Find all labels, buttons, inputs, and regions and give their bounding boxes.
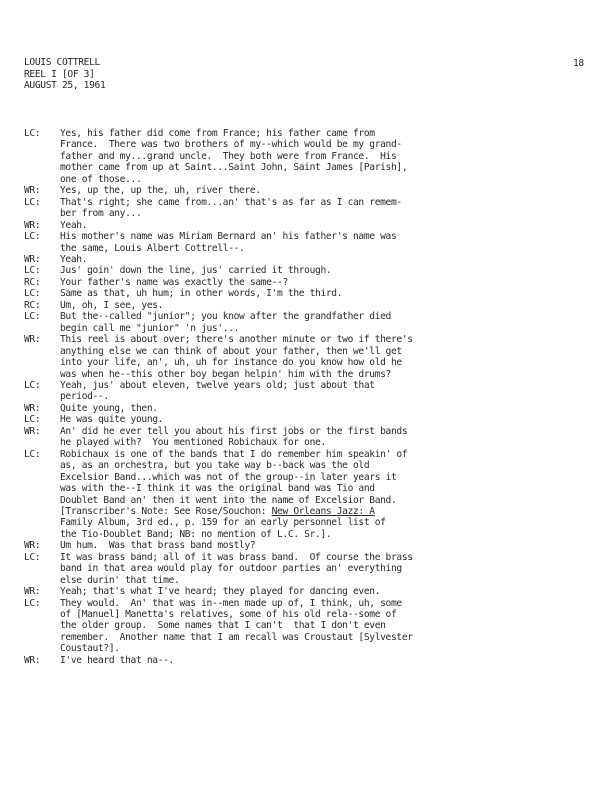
dialogue-line xyxy=(60,643,584,654)
header-reel: REEL I [OF 3] xyxy=(24,68,95,80)
dialogue-text: band in that area would play for outdoor parties an' everything xyxy=(60,563,402,575)
dialogue-text: as, as an orchestra, but you take way b--back was the old xyxy=(60,460,370,472)
dialogue-line xyxy=(60,460,584,471)
dialogue-line xyxy=(60,563,584,574)
dialogue-line xyxy=(60,506,584,517)
dialogue-text: This reel is about over; there's another minute or two if there's xyxy=(60,334,413,346)
transcript-entry xyxy=(24,311,584,334)
dialogue-text: else durin' that time. xyxy=(60,574,180,586)
transcript-entry xyxy=(24,655,584,666)
dialogue-line xyxy=(60,575,584,586)
dialogue-line xyxy=(60,185,584,196)
dialogue-text: one of those... xyxy=(60,173,142,185)
dialogue-text: It was brass band; all of it was brass band. Of course the brass xyxy=(60,551,413,563)
dialogue-text: father and my...grand uncle. They both were from France. His xyxy=(60,150,397,162)
dialogue-line xyxy=(60,403,584,414)
dialogue-line xyxy=(60,151,584,162)
speaker-label: WR: xyxy=(24,586,41,598)
dialogue-line xyxy=(60,369,584,380)
dialogue-line xyxy=(60,128,584,139)
dialogue-line xyxy=(60,323,584,334)
dialogue-line xyxy=(60,334,584,345)
transcript-entry xyxy=(24,185,584,196)
dialogue-text: he played with? You mentioned Robichaux for one. xyxy=(60,437,326,449)
transcript-entry xyxy=(24,334,584,380)
dialogue-text: period--. xyxy=(60,391,109,403)
dialogue-text: Yes, his father did come from France; his father came from xyxy=(60,128,375,139)
dialogue-text: of [Manuel] Manetta's relatives, some of his old rela--some of xyxy=(60,609,397,621)
speaker-label: LC: xyxy=(24,196,41,208)
speaker-label: LC: xyxy=(24,551,41,563)
dialogue-line xyxy=(60,265,584,276)
speaker-label: LC: xyxy=(24,128,41,139)
transcript-entry xyxy=(24,197,584,220)
dialogue-text: Yeah; that's what I've heard; they played for dancing even. xyxy=(60,586,381,598)
dialogue-line xyxy=(60,300,584,311)
transcript-entry xyxy=(24,380,584,403)
dialogue-line xyxy=(60,277,584,288)
dialogue-text: Robichaux is one of the bands that I do remember him speakin' of xyxy=(60,448,408,460)
dialogue-text: Jus' goin' down the line, jus' carried it through. xyxy=(60,265,332,277)
dialogue-line xyxy=(60,380,584,391)
dialogue-text: remember. Another name that I am recall was Croustaut [Sylvester xyxy=(60,631,413,643)
dialogue-line xyxy=(60,609,584,620)
speaker-label: WR: xyxy=(24,654,41,666)
dialogue-text: Yeah. xyxy=(60,219,88,231)
dialogue-text: France. There was two brothers of my--which would be my grand- xyxy=(60,139,402,151)
speaker-label: WR: xyxy=(24,425,41,437)
speaker-label: RC: xyxy=(24,276,41,288)
transcript-entry xyxy=(24,128,584,185)
dialogue-line xyxy=(60,517,584,528)
speaker-label: LC: xyxy=(24,379,41,391)
dialogue-text: His mother's name was Miriam Bernard an' his father's name was xyxy=(60,231,397,243)
dialogue-line xyxy=(60,483,584,494)
dialogue-text: Same as that, uh hum; in other words, I'm the third. xyxy=(60,288,343,300)
dialogue-line xyxy=(60,552,584,563)
dialogue-line xyxy=(60,220,584,231)
dialogue-line xyxy=(60,620,584,631)
transcript-entry xyxy=(24,254,584,265)
dialogue-text: was with the--I think it was the original band was Tio and xyxy=(60,483,375,495)
speaker-label: WR: xyxy=(24,185,41,197)
dialogue-line xyxy=(60,472,584,483)
speaker-label: LC: xyxy=(24,288,41,300)
dialogue-text: Yeah. xyxy=(60,253,88,265)
dialogue-text: was when he--this other boy began helpin' him with the drums? xyxy=(60,368,391,380)
dialogue-line xyxy=(60,655,584,666)
dialogue-text: Family Album, 3rd ed., p. 159 for an early personnel list of xyxy=(60,517,386,529)
speaker-label: LC: xyxy=(24,597,41,609)
speaker-label: WR: xyxy=(24,540,41,552)
speaker-label: LC: xyxy=(24,265,41,277)
dialogue-text: Your father's name was exactly the same--? xyxy=(60,276,288,288)
dialogue-line xyxy=(60,529,584,540)
dialogue-text: Coustaut?]. xyxy=(60,643,120,655)
dialogue-text: I've heard that na--. xyxy=(60,654,174,666)
transcript-entry xyxy=(24,231,584,254)
dialogue-text: Excelsior Band...which was not of the group--in later years it xyxy=(60,471,397,483)
transcript-entry xyxy=(24,540,584,551)
transcript-entry xyxy=(24,265,584,276)
dialogue-line xyxy=(60,197,584,208)
dialogue-line xyxy=(60,426,584,437)
dialogue-line xyxy=(60,391,584,402)
dialogue-text: mother came from up at Saint...Saint John, Saint James [Parish], xyxy=(60,162,408,174)
header-name: LOUIS COTTRELL xyxy=(24,57,100,68)
transcript-body xyxy=(24,128,584,666)
dialogue-text: the older group. Some names that I can't that I don't even xyxy=(60,620,386,632)
dialogue-text: the Tio-Doublet Band; NB: no mention of L.C. Sr.]. xyxy=(60,528,332,540)
dialogue-text: Yes, up the, up the, uh, river there. xyxy=(60,185,261,197)
dialogue-line xyxy=(60,437,584,448)
transcript-entry xyxy=(24,426,584,449)
speaker-label: LC: xyxy=(24,311,41,323)
dialogue-line xyxy=(60,346,584,357)
transcript-entry xyxy=(24,220,584,231)
dialogue-line xyxy=(60,632,584,643)
dialogue-line xyxy=(60,243,584,254)
dialogue-text: Doublet Band an' then it went into the name of Excelsior Band. xyxy=(60,494,397,506)
transcript-entry xyxy=(24,288,584,299)
page-header xyxy=(24,57,105,92)
dialogue-text: the same, Louis Albert Cottrell--. xyxy=(60,242,245,254)
speaker-label: WR: xyxy=(24,219,41,231)
dialogue-text: They would. An' that was in--men made up of, I think, uh, some xyxy=(60,597,402,609)
dialogue-text: He was quite young. xyxy=(60,414,164,426)
dialogue-line xyxy=(60,162,584,173)
dialogue-line xyxy=(60,357,584,368)
dialogue-text: anything else we can think of about your father, then we'll get xyxy=(60,345,402,357)
dialogue-text: [Transcriber's Note: See Rose/Souchon: xyxy=(60,505,272,517)
dialogue-line xyxy=(60,288,584,299)
dialogue-text: That's right; she came from...an' that's as far as I can remem- xyxy=(60,196,402,208)
transcript-entry xyxy=(24,403,584,414)
dialogue-text: begin call me "junior" 'n jus'... xyxy=(60,322,240,334)
speaker-label: RC: xyxy=(24,299,41,311)
dialogue-line xyxy=(60,231,584,242)
transcript-entry xyxy=(24,552,584,586)
transcript-entry xyxy=(24,449,584,541)
header-date: AUGUST 25, 1961 xyxy=(24,80,106,92)
dialogue-line xyxy=(60,540,584,551)
dialogue-line xyxy=(60,139,584,150)
dialogue-line xyxy=(60,208,584,219)
speaker-label: LC: xyxy=(24,231,41,243)
dialogue-text: Quite young, then. xyxy=(60,402,158,414)
dialogue-text: Um hum. Was that brass band mostly? xyxy=(60,540,256,552)
dialogue-line xyxy=(60,598,584,609)
dialogue-line xyxy=(60,174,584,185)
speaker-label: WR: xyxy=(24,334,41,346)
speaker-label: LC: xyxy=(24,414,41,426)
dialogue-line xyxy=(60,586,584,597)
speaker-label: WR: xyxy=(24,402,41,414)
dialogue-text: Yeah, jus' about eleven, twelve years old; just about that xyxy=(60,379,375,391)
transcript-entry xyxy=(24,586,584,597)
dialogue-text: An' did he ever tell you about his first jobs or the first bands xyxy=(60,425,408,437)
dialogue-line xyxy=(60,449,584,460)
dialogue-text: Um, oh, I see, yes. xyxy=(60,299,164,311)
dialogue-text: But the--called "junior"; you know after the grandfather died xyxy=(60,311,391,323)
book-title: New Orleans Jazz: A xyxy=(271,505,375,517)
dialogue-text: into your life, an', uh, uh for instance do you know how old he xyxy=(60,357,402,369)
dialogue-line xyxy=(60,254,584,265)
speaker-label: LC: xyxy=(24,448,41,460)
transcript-entry xyxy=(24,598,584,655)
dialogue-line xyxy=(60,311,584,322)
page-number: 18 xyxy=(573,58,584,69)
speaker-label: WR: xyxy=(24,253,41,265)
transcript-entry xyxy=(24,414,584,425)
dialogue-line xyxy=(60,495,584,506)
transcript-entry xyxy=(24,277,584,288)
dialogue-text: ber from any... xyxy=(60,208,142,220)
dialogue-line xyxy=(60,414,584,425)
transcript-entry xyxy=(24,300,584,311)
